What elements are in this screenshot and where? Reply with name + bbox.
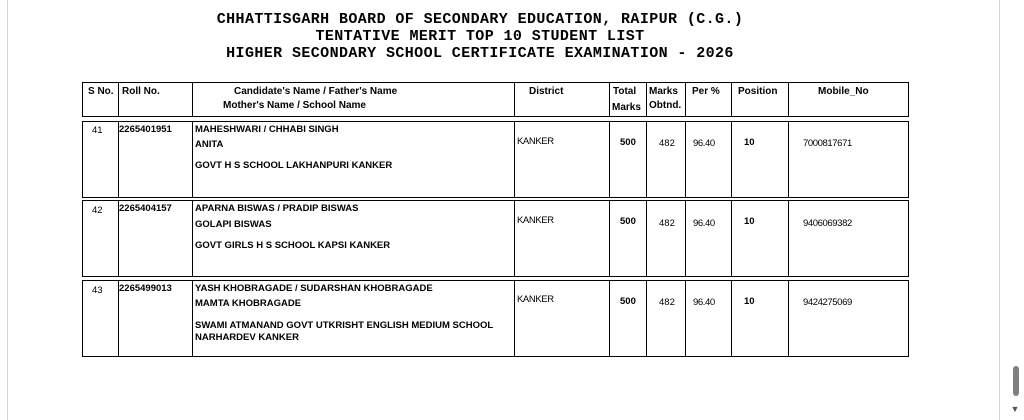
row-district: KANKER bbox=[517, 136, 554, 147]
row-school: GOVT GIRLS H S SCHOOL KAPSI KANKER bbox=[195, 240, 391, 251]
row-position: 10 bbox=[744, 137, 755, 148]
row-name-father: YASH KHOBRAGADE / SUDARSHAN KHOBRAGADE bbox=[195, 283, 433, 294]
row-mother: MAMTA KHOBRAGADE bbox=[195, 298, 302, 309]
scrollbar-thumb[interactable] bbox=[1013, 366, 1019, 396]
row-sno: 41 bbox=[92, 125, 103, 136]
row-district: KANKER bbox=[517, 294, 554, 305]
row-obtained: 482 bbox=[659, 138, 675, 149]
header-per: Per % bbox=[692, 86, 720, 97]
table-header bbox=[82, 82, 909, 117]
row-mobile: 9424275069 bbox=[803, 297, 852, 308]
board-title: CHHATTISGARH BOARD OF SECONDARY EDUCATION, RAIPUR (C.G.) bbox=[216, 11, 744, 28]
row-total: 500 bbox=[620, 137, 636, 148]
row-percent: 96.40 bbox=[693, 138, 715, 149]
header-total: Total bbox=[613, 86, 637, 97]
row-name-father: APARNA BISWAS / PRADIP BISWAS bbox=[195, 203, 359, 214]
header-candidate-line2: Mother's Name / School Name bbox=[223, 100, 366, 111]
row-obtained: 482 bbox=[659, 218, 675, 229]
row-total: 500 bbox=[620, 216, 636, 227]
row-percent: 96.40 bbox=[693, 297, 715, 308]
row-sno: 43 bbox=[92, 285, 103, 296]
row-position: 10 bbox=[744, 216, 755, 227]
row-school: GOVT H S SCHOOL LAKHANPURI KANKER bbox=[195, 160, 393, 171]
row-mobile: 9406069382 bbox=[803, 218, 852, 229]
row-obtained: 482 bbox=[659, 297, 675, 308]
header-mobile: Mobile_No bbox=[818, 86, 869, 97]
row-mother: GOLAPI BISWAS bbox=[195, 219, 272, 230]
header-candidate-line1: Candidate's Name / Father's Name bbox=[234, 86, 398, 97]
header-obtained: Obtnd. bbox=[649, 100, 682, 111]
vertical-scrollbar[interactable] bbox=[1007, 0, 1024, 420]
header-total-marks: Marks bbox=[612, 102, 641, 113]
list-title: TENTATIVE MERIT TOP 10 STUDENT LIST bbox=[315, 28, 645, 45]
row-name-father: MAHESHWARI / CHHABI SINGH bbox=[195, 124, 339, 135]
header-district: District bbox=[529, 86, 564, 97]
row-percent: 96.40 bbox=[693, 218, 715, 229]
row-roll: 2265499013 bbox=[119, 283, 172, 294]
header-marks: Marks bbox=[649, 86, 678, 97]
scroll-down-arrow-icon[interactable]: ▼ bbox=[1010, 404, 1020, 414]
header-sno: S No. bbox=[88, 86, 114, 97]
row-mother: ANITA bbox=[195, 139, 224, 150]
row-position: 10 bbox=[744, 296, 755, 307]
row-school: SWAMI ATMANAND GOVT UTKRISHT ENGLISH MEDIUM SCHOOL bbox=[195, 320, 494, 331]
header-roll: Roll No. bbox=[122, 86, 160, 97]
exam-title: HIGHER SECONDARY SCHOOL CERTIFICATE EXAMINATION - 2026 bbox=[226, 45, 734, 62]
row-mobile: 7000817671 bbox=[803, 138, 852, 149]
row-roll: 2265401951 bbox=[119, 124, 172, 135]
row-school-line2: NARHARDEV KANKER bbox=[195, 332, 299, 343]
row-total: 500 bbox=[620, 296, 636, 307]
row-sno: 42 bbox=[92, 205, 103, 216]
row-roll: 2265404157 bbox=[119, 203, 172, 214]
row-district: KANKER bbox=[517, 215, 554, 226]
header-position: Position bbox=[738, 86, 778, 97]
